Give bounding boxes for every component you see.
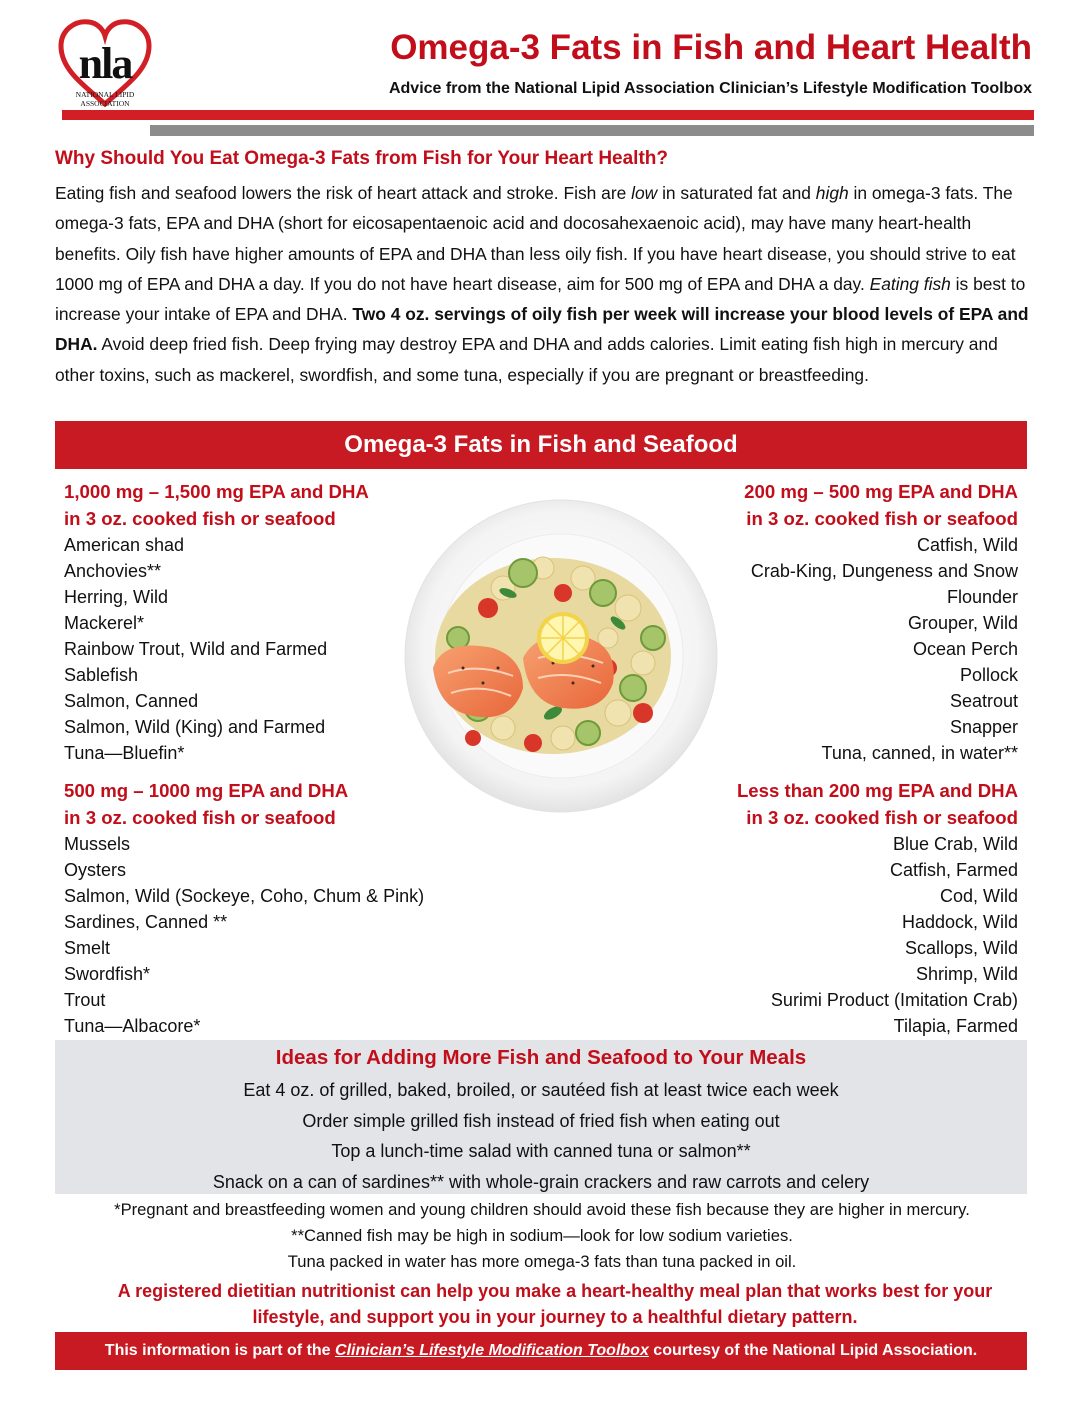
list-item: Order simple grilled fish instead of fried fish when eating out (302, 1110, 780, 1131)
ideas-list (55, 1075, 1027, 1197)
group-low-list (744, 532, 1018, 766)
group-lowest-list (737, 831, 1018, 1039)
list-item: American shad (64, 535, 185, 555)
list-item: Salmon, Canned (64, 691, 199, 711)
salmon-pasta-plate-image (403, 498, 719, 814)
ideas-heading: Ideas for Adding More Fish and Seafood to Your Meals (275, 1046, 807, 1069)
group-lowest (737, 777, 1018, 1039)
group-low-heading: 200 mg – 500 mg EPA and DHA in 3 oz. cooked fish or seafood (744, 481, 1018, 529)
list-item: Pollock (959, 665, 1018, 685)
dietitian-note: A registered dietitian nutritionist can help you make a heart-healthy meal plan that works best for your lifestyle, and support you in your journey to a healthful dietary pattern. (117, 1281, 993, 1327)
list-item: Top a lunch-time salad with canned tuna or salmon** (331, 1141, 751, 1161)
list-item: Seatrout (949, 691, 1018, 711)
list-item: Surimi Product (Imitation Crab) (770, 990, 1018, 1010)
list-item: Swordfish* (64, 964, 151, 984)
list-item: Oysters (64, 860, 127, 880)
group-mid-heading: 500 mg – 1000 mg EPA and DHA in 3 oz. cooked fish or seafood (64, 780, 349, 828)
footnote-mercury: *Pregnant and breastfeeding women and young children should avoid these fish because they are higher in mercury. (114, 1200, 970, 1219)
list-item: Ocean Perch (912, 639, 1018, 659)
toolbox-link[interactable]: Clinician’s Lifestyle Modification Toolbox (335, 1342, 649, 1359)
list-item: Sablefish (64, 665, 139, 685)
list-item: Eat 4 oz. of grilled, baked, broiled, or sautéed fish at least twice each week (243, 1080, 839, 1100)
list-item: Shrimp, Wild (915, 964, 1018, 984)
list-item: Haddock, Wild (901, 912, 1018, 932)
list-item: Tuna, canned, in water** (821, 743, 1018, 763)
list-item: Tilapia, Farmed (893, 1016, 1018, 1036)
group-high (64, 478, 369, 766)
list-item: Tuna—Albacore* (64, 1016, 201, 1036)
list-item: Mackerel* (64, 613, 145, 633)
list-item: Trout (64, 990, 106, 1010)
intro-paragraph: Eating fish and seafood lowers the risk of heart attack and stroke. Fish are low in saturated fat and high in omega-3 fats. The omega-3 fats, EPA and DHA (short for eicosapentaenoic acid and docosahexaenoic acid), may have many heart-health benefits. Oily fish have higher amounts of EPA and DHA than less oily fish. If you have heart disease, you should strive to eat 1000 mg of EPA and DHA a day. If you do not have heart disease, aim for 500 mg of EPA and DHA a day. Eating fish is best to increase your intake of EPA and DHA. Two 4 oz. servings of oily fish per week will increase your blood levels of EPA and DHA. Avoid deep fried fish. Deep frying may destroy EPA and DHA and adds calories. Limit eating fish high in mercury and other toxins, such as mackerel, swordfish, and some tuna, especially if you are pregnant or breastfeeding. (55, 183, 1029, 385)
list-item: Rainbow Trout, Wild and Farmed (64, 639, 328, 659)
group-high-list (64, 532, 369, 766)
list-item: Mussels (64, 834, 131, 854)
list-item: Snack on a can of sardines** with whole-grain crackers and raw carrots and celery (212, 1171, 870, 1192)
ideas-box (55, 1040, 1027, 1194)
footer-bar: This information is part of the Clinician’s Lifestyle Modification Toolbox courtesy of the National Lipid Association. (55, 1332, 1027, 1370)
nla-logo (55, 16, 155, 116)
page-subtitle: Advice from the National Lipid Association Clinician’s Lifestyle Modification Toolbox (388, 80, 1032, 97)
group-low (744, 478, 1018, 766)
list-item: Salmon, Wild (King) and Farmed (64, 717, 326, 737)
list-item: Crab-King, Dungeness and Snow (750, 561, 1018, 581)
list-item: Smelt (64, 938, 111, 958)
list-item: Tuna—Bluefin* (64, 743, 185, 763)
list-item: Catfish, Farmed (889, 860, 1018, 880)
group-lowest-heading: Less than 200 mg EPA and DHA in 3 oz. cooked fish or seafood (736, 780, 1018, 828)
section-title-bar: Omega-3 Fats in Fish and Seafood (55, 421, 1027, 469)
page-title: Omega-3 Fats in Fish and Heart Health (390, 28, 1032, 67)
list-item: Salmon, Wild (Sockeye, Coho, Chum & Pink) (64, 886, 425, 906)
footnote-tuna: Tuna packed in water has more omega-3 fats than tuna packed in oil. (287, 1252, 797, 1271)
list-item: Blue Crab, Wild (892, 834, 1018, 854)
list-item: Cod, Wild (939, 886, 1018, 906)
group-mid (64, 777, 424, 1039)
header-divider-gray (150, 125, 1034, 136)
footnote-sodium: **Canned fish may be high in sodium—look for low sodium varieties. (291, 1226, 793, 1245)
list-item: Anchovies** (64, 561, 162, 581)
list-item: Scallops, Wild (904, 938, 1018, 958)
logo-text: nla (78, 39, 132, 88)
list-item: Catfish, Wild (916, 535, 1018, 555)
group-high-heading: 1,000 mg – 1,500 mg EPA and DHA in 3 oz. cooked fish or seafood (64, 481, 369, 529)
list-item: Sardines, Canned ** (64, 912, 228, 932)
list-item: Snapper (949, 717, 1018, 737)
list-item: Grouper, Wild (907, 613, 1018, 633)
intro-heading: Why Should You Eat Omega-3 Fats from Fish for Your Heart Health? (55, 148, 669, 169)
list-item: Herring, Wild (64, 587, 169, 607)
header-divider-red (62, 110, 1034, 120)
group-mid-list (64, 831, 424, 1039)
logo-caption: NATIONAL LIPID ASSOCIATION (75, 90, 135, 108)
list-item: Flounder (946, 587, 1018, 607)
